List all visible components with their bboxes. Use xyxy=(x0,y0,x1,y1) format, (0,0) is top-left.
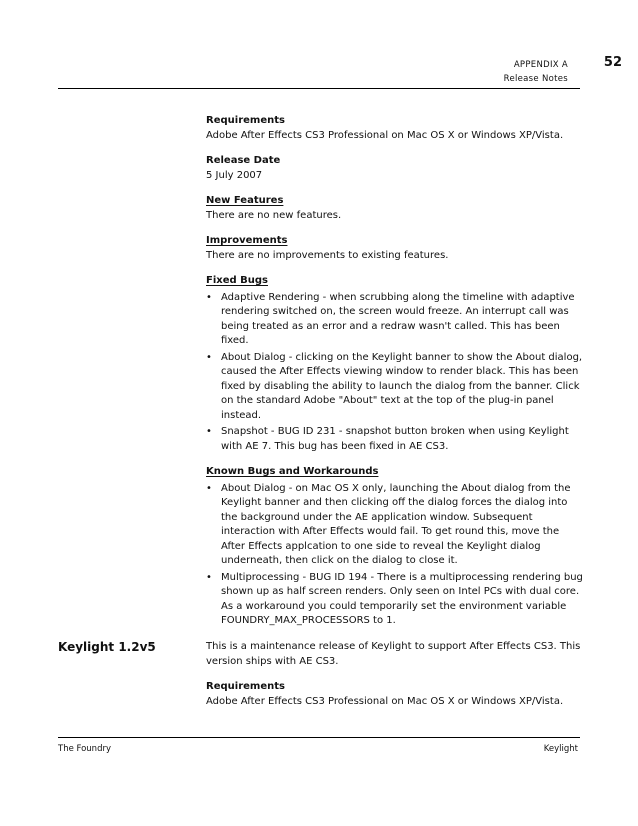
list-item xyxy=(206,571,586,629)
list-item-text: Multiprocessing - BUG ID 194 - There is a multiprocessing rendering bug shown up as half screen renders. Only seen on Intel PCs with dual core. As a workaround you could temporarily set the environment variable FOUNDRY_MAX_PROCESSORS to 1. xyxy=(221,571,583,626)
improvements-block xyxy=(206,234,586,263)
footer-rule xyxy=(58,737,580,738)
release-notes-body xyxy=(206,114,586,640)
bullet-icon: • xyxy=(206,426,212,437)
version-title: Keylight 1.2v5 xyxy=(58,640,156,654)
release-date-text: 5 July 2007 xyxy=(206,169,263,181)
version-body xyxy=(206,640,586,720)
footer-product: Keylight xyxy=(543,744,578,754)
version-intro-block xyxy=(206,640,586,669)
list-item xyxy=(206,425,586,454)
version-intro-text: This is a maintenance release of Keylight to support After Effects CS3. This version ships with AE CS3. xyxy=(206,641,581,667)
footer-company: The Foundry xyxy=(58,744,111,754)
bullet-icon: • xyxy=(206,351,212,363)
header-rule xyxy=(58,88,580,89)
known-bugs-list xyxy=(206,482,586,629)
new-features-heading: New Features xyxy=(206,195,284,206)
page-number: 52 xyxy=(603,55,622,70)
version-requirements-block xyxy=(206,680,586,709)
list-item-text: Snapshot - BUG ID 231 - snapshot button broken when using Keylight with AE 7. This bug has been fixed in AE CS3. xyxy=(221,426,569,452)
fixed-bugs-heading: Fixed Bugs xyxy=(206,275,268,286)
fixed-bugs-list xyxy=(206,291,586,455)
improvements-text: There are no improvements to existing features. xyxy=(206,249,449,261)
list-item xyxy=(206,351,586,424)
list-item xyxy=(206,482,586,569)
known-bugs-heading: Known Bugs and Workarounds xyxy=(206,466,379,477)
requirements-block xyxy=(206,114,586,143)
new-features-block xyxy=(206,194,586,223)
list-item-text: About Dialog - on Mac OS X only, launching the About dialog from the Keylight banner and then clicking off the dialog forces the dialog into the background under the AE application window. Subsequent interaction with After Effects would fail. To get round this, move the After Effects applcation to one side to reveal the Keylight dialog underneath, then click on the dialog to close it. xyxy=(221,482,571,566)
improvements-heading: Improvements xyxy=(206,235,288,246)
list-item-text: Adaptive Rendering - when scrubbing along the timeline with adaptive rendering switched on, the screen would freeze. An interrupt call was being treated as an error and a redraw wasn't called. This has been fixed. xyxy=(221,291,575,346)
bullet-icon: • xyxy=(206,482,212,494)
release-date-block xyxy=(206,154,586,183)
list-item-text: About Dialog - clicking on the Keylight banner to show the About dialog, caused the After Effects viewing window to render black. This has been fixed by disabling the ability to launch the dialog from the banner. Click on the standard Adobe "About" text at the top of the plug-in panel instead. xyxy=(221,351,583,421)
header-subsection: Release Notes xyxy=(503,74,568,84)
running-header xyxy=(504,58,568,86)
fixed-bugs-block xyxy=(206,274,586,454)
requirements-heading: Requirements xyxy=(206,115,285,126)
bullet-icon: • xyxy=(206,291,212,303)
new-features-text: There are no new features. xyxy=(206,209,342,221)
bullet-icon: • xyxy=(206,571,212,583)
requirements-text: Adobe After Effects CS3 Professional on Mac OS X or Windows XP/Vista. xyxy=(206,129,564,141)
header-section: APPENDIX A xyxy=(513,60,568,70)
version-requirements-heading: Requirements xyxy=(206,681,285,692)
release-date-heading: Release Date xyxy=(206,155,281,166)
version-requirements-text: Adobe After Effects CS3 Professional on Mac OS X or Windows XP/Vista. xyxy=(206,695,564,707)
known-bugs-block xyxy=(206,465,586,629)
list-item xyxy=(206,291,586,349)
